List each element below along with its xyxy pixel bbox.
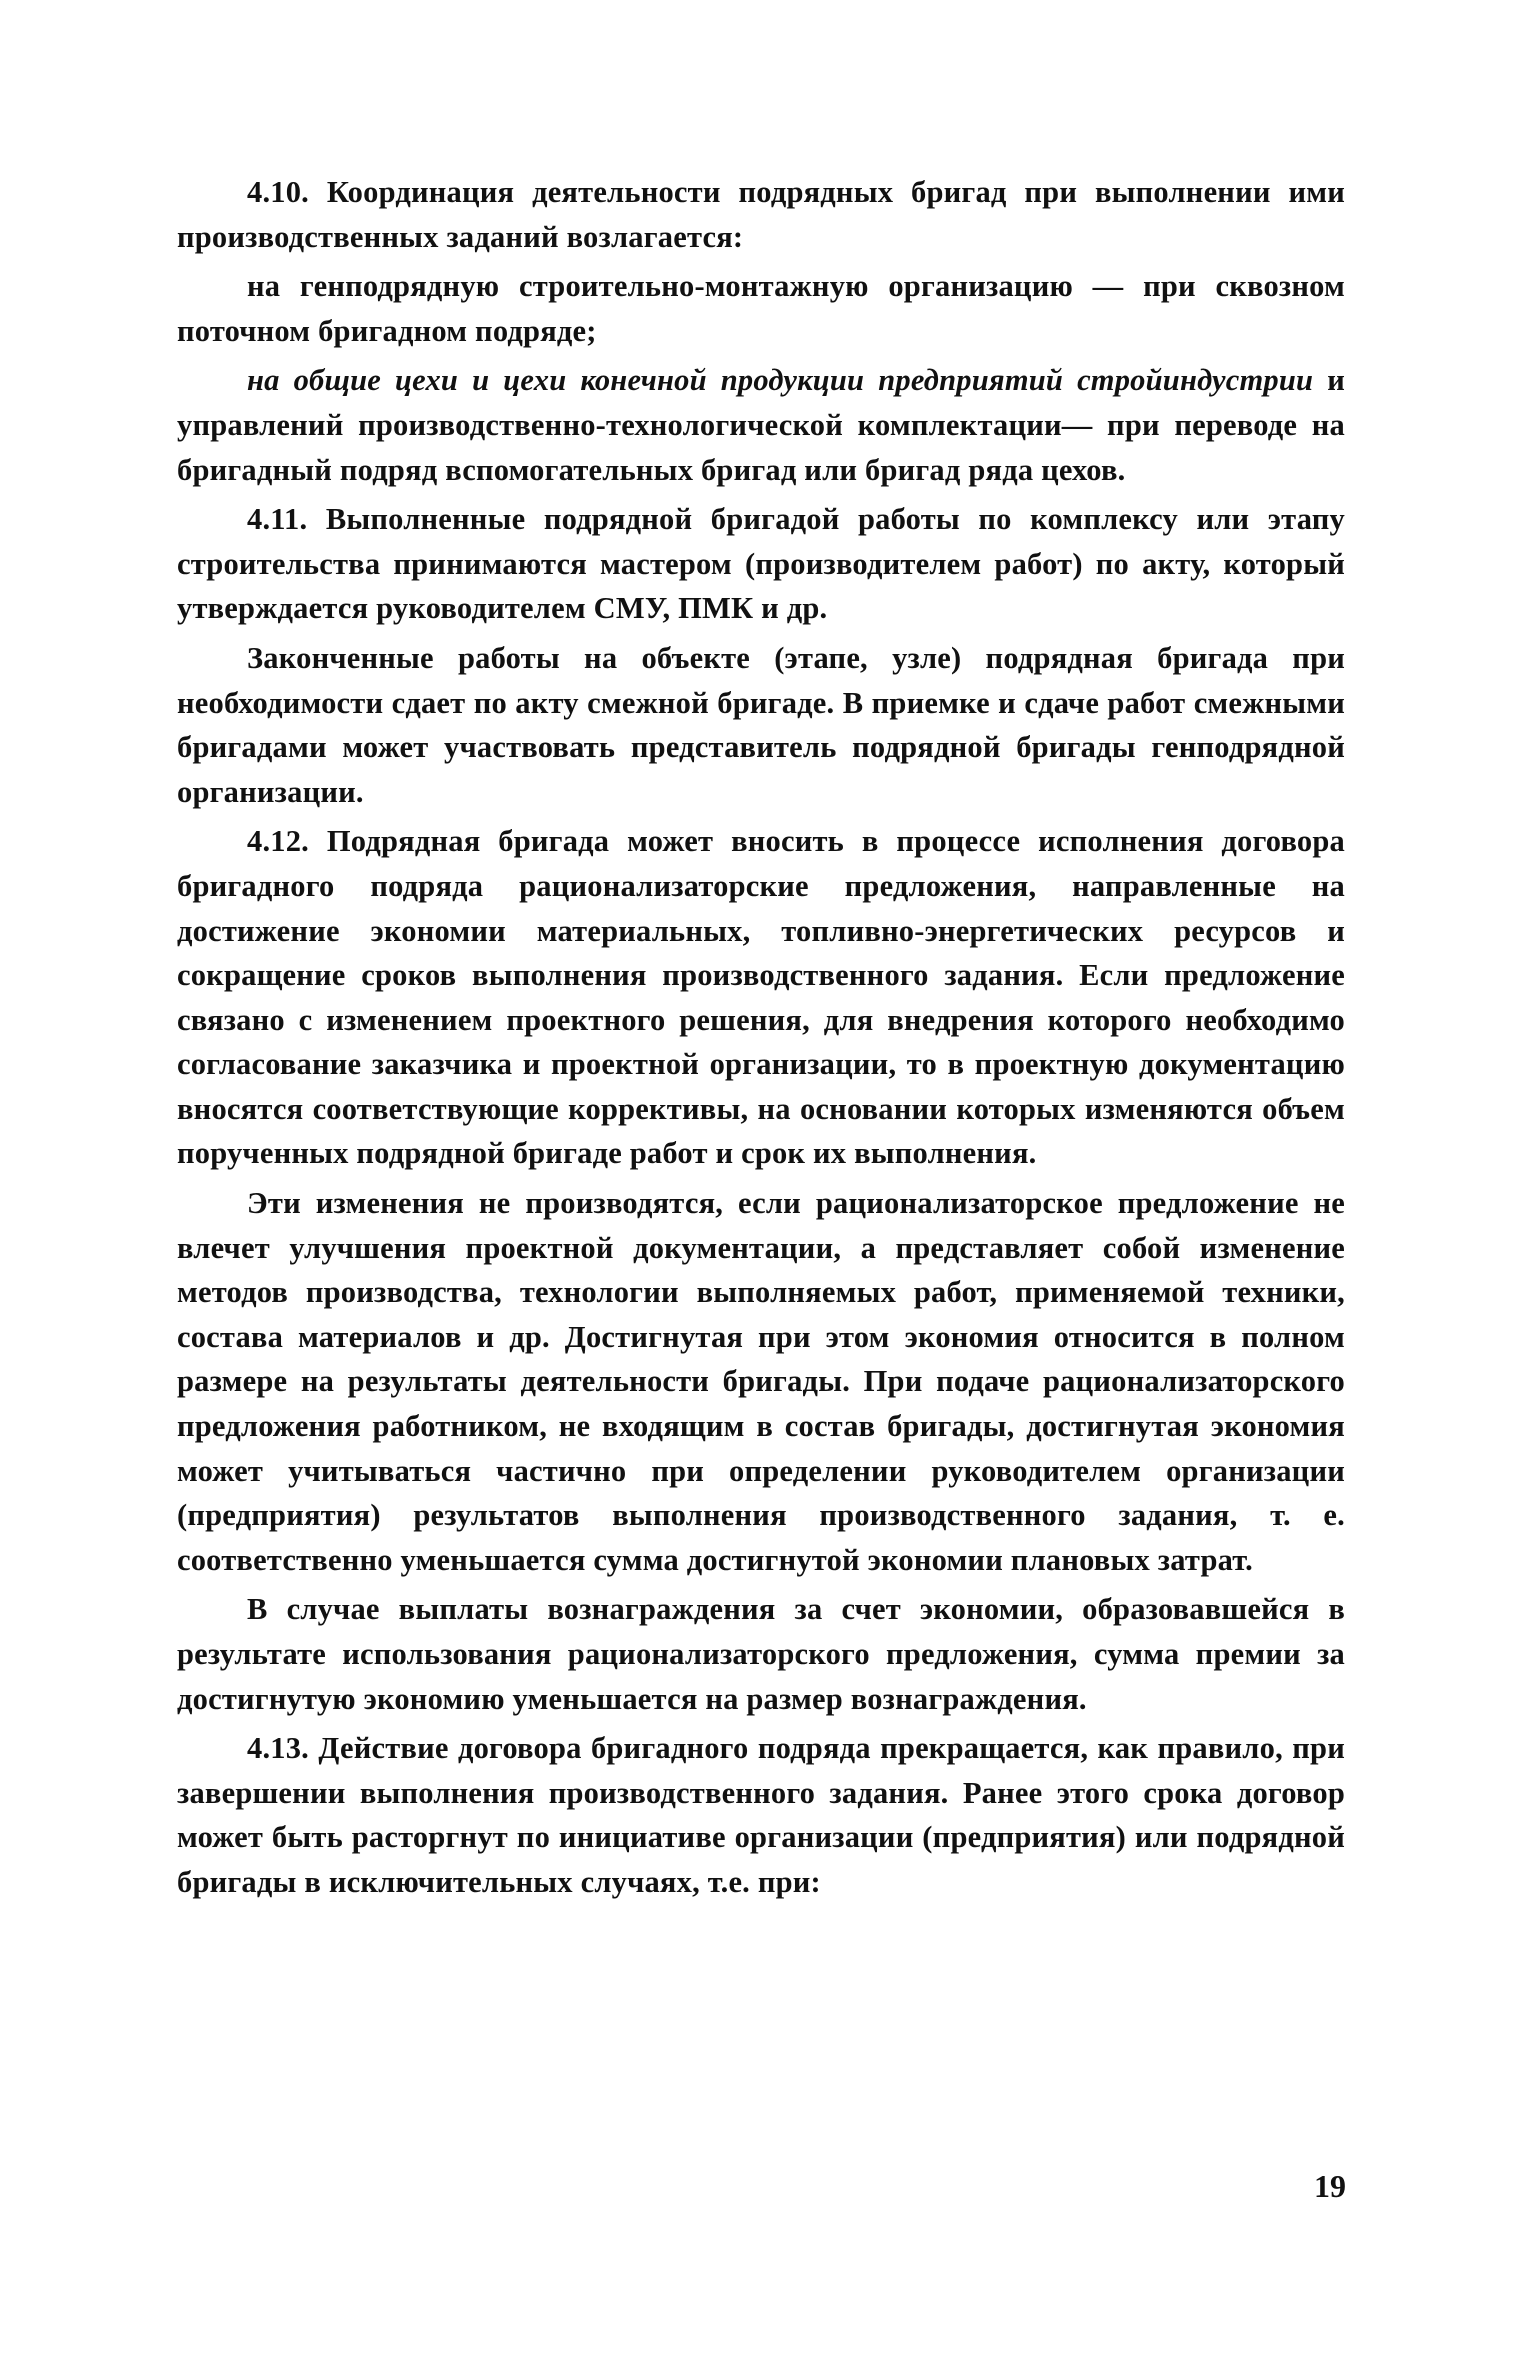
paragraph-completed-works	[177, 636, 1345, 814]
paragraph-text: Действие договора бригадного подряда прекращается, как правило, при завершении выполнения производственного задания. Ранее этого срока договор может быть расторгнут по инициативе организации (предприятия) или подрядной бригады в исключительных случаях, т.е. при:	[177, 1731, 1345, 1899]
paragraph-text: Подрядная бригада может вносить в процессе исполнения договора бригадного подряда рационализаторские предложения, направленные на достижение экономии материальных, топливно-энергетических ресурсов и сокращение сроков выполнения производственного задания. Если предложение связано с изменением проектного решения, для внедрения которого необходимо согласование заказчика и проектной организации, то в проектную документацию вносятся соответствующие коррективы, на основании которых изменяются объем порученных подрядной бригаде работ и срок их выполнения.	[177, 824, 1345, 1171]
clause-number: 4.11.	[247, 502, 308, 537]
paragraph-workshops	[177, 358, 1345, 492]
paragraph-text: Законченные работы на объекте (этапе, узле) подрядная бригада при необходимости сдает по акту смежной бригаде. В приемке и сдаче работ смежными бригадами может участвовать представитель подрядной бригады генподрядной организации.	[177, 640, 1345, 809]
paragraph-changes	[177, 1181, 1345, 1582]
paragraph-general-contractor	[177, 264, 1345, 353]
paragraph-text: Координация деятельности подрядных бригад при выполнении ими производственных заданий возлагается:	[177, 175, 1346, 254]
clause-number: 4.13.	[247, 1731, 309, 1766]
clause-number: 4.10.	[247, 175, 309, 209]
paragraph-text: на генподрядную строительно-монтажную организацию — при сквозном поточном бригадном подряде;	[177, 269, 1345, 348]
paragraph-text: Выполненные подрядной бригадой работы по комплексу или этапу строительства принимаются мастером (производителем работ) по акту, который утверждается руководителем СМУ, ПМК и др.	[177, 502, 1346, 626]
document-page	[177, 170, 1345, 1910]
paragraph-text: В случае выплаты вознаграждения за счет экономии, образовавшейся в результате использования рационализаторского предложения, сумма премии за достигнутую экономию уменьшается на размер вознаграждения.	[177, 1592, 1345, 1716]
paragraph-reward	[177, 1587, 1345, 1721]
page-number: 19	[1314, 2168, 1346, 2204]
paragraph-text: Эти изменения не производятся, если рационализаторское предложение не влечет улучшения проектной документации, а представляет собой изменение методов производства, технологии выполняемых работ, применяемой техники, состава материалов и др. Достигнутая при этом экономия относится в полном размере на результаты деятельности бригады. При подаче рационализаторского предложения работником, не входящим в состав бригады, достигнутая экономия может учитываться частично при определении руководителем организации (предприятия) результатов выполнения производственного задания, т. е. соответственно уменьшается сумма достигнутой экономии плановых затрат.	[177, 1186, 1345, 1577]
clause-number: 4.12.	[247, 824, 309, 859]
paragraph-4-12	[177, 819, 1345, 1176]
paragraph-4-13	[177, 1726, 1345, 1904]
paragraph-4-11	[177, 497, 1345, 631]
paragraph-lead-italic: на общие цехи и цехи конечной продукции предприятий стройиндустрии	[247, 363, 1314, 398]
paragraph-text: и управлений производственно-технологической комплектации— при переводе на бригадный подряд вспомогательных бригад или бригад ряда цехов.	[177, 363, 1345, 487]
paragraph-4-10	[177, 170, 1345, 259]
